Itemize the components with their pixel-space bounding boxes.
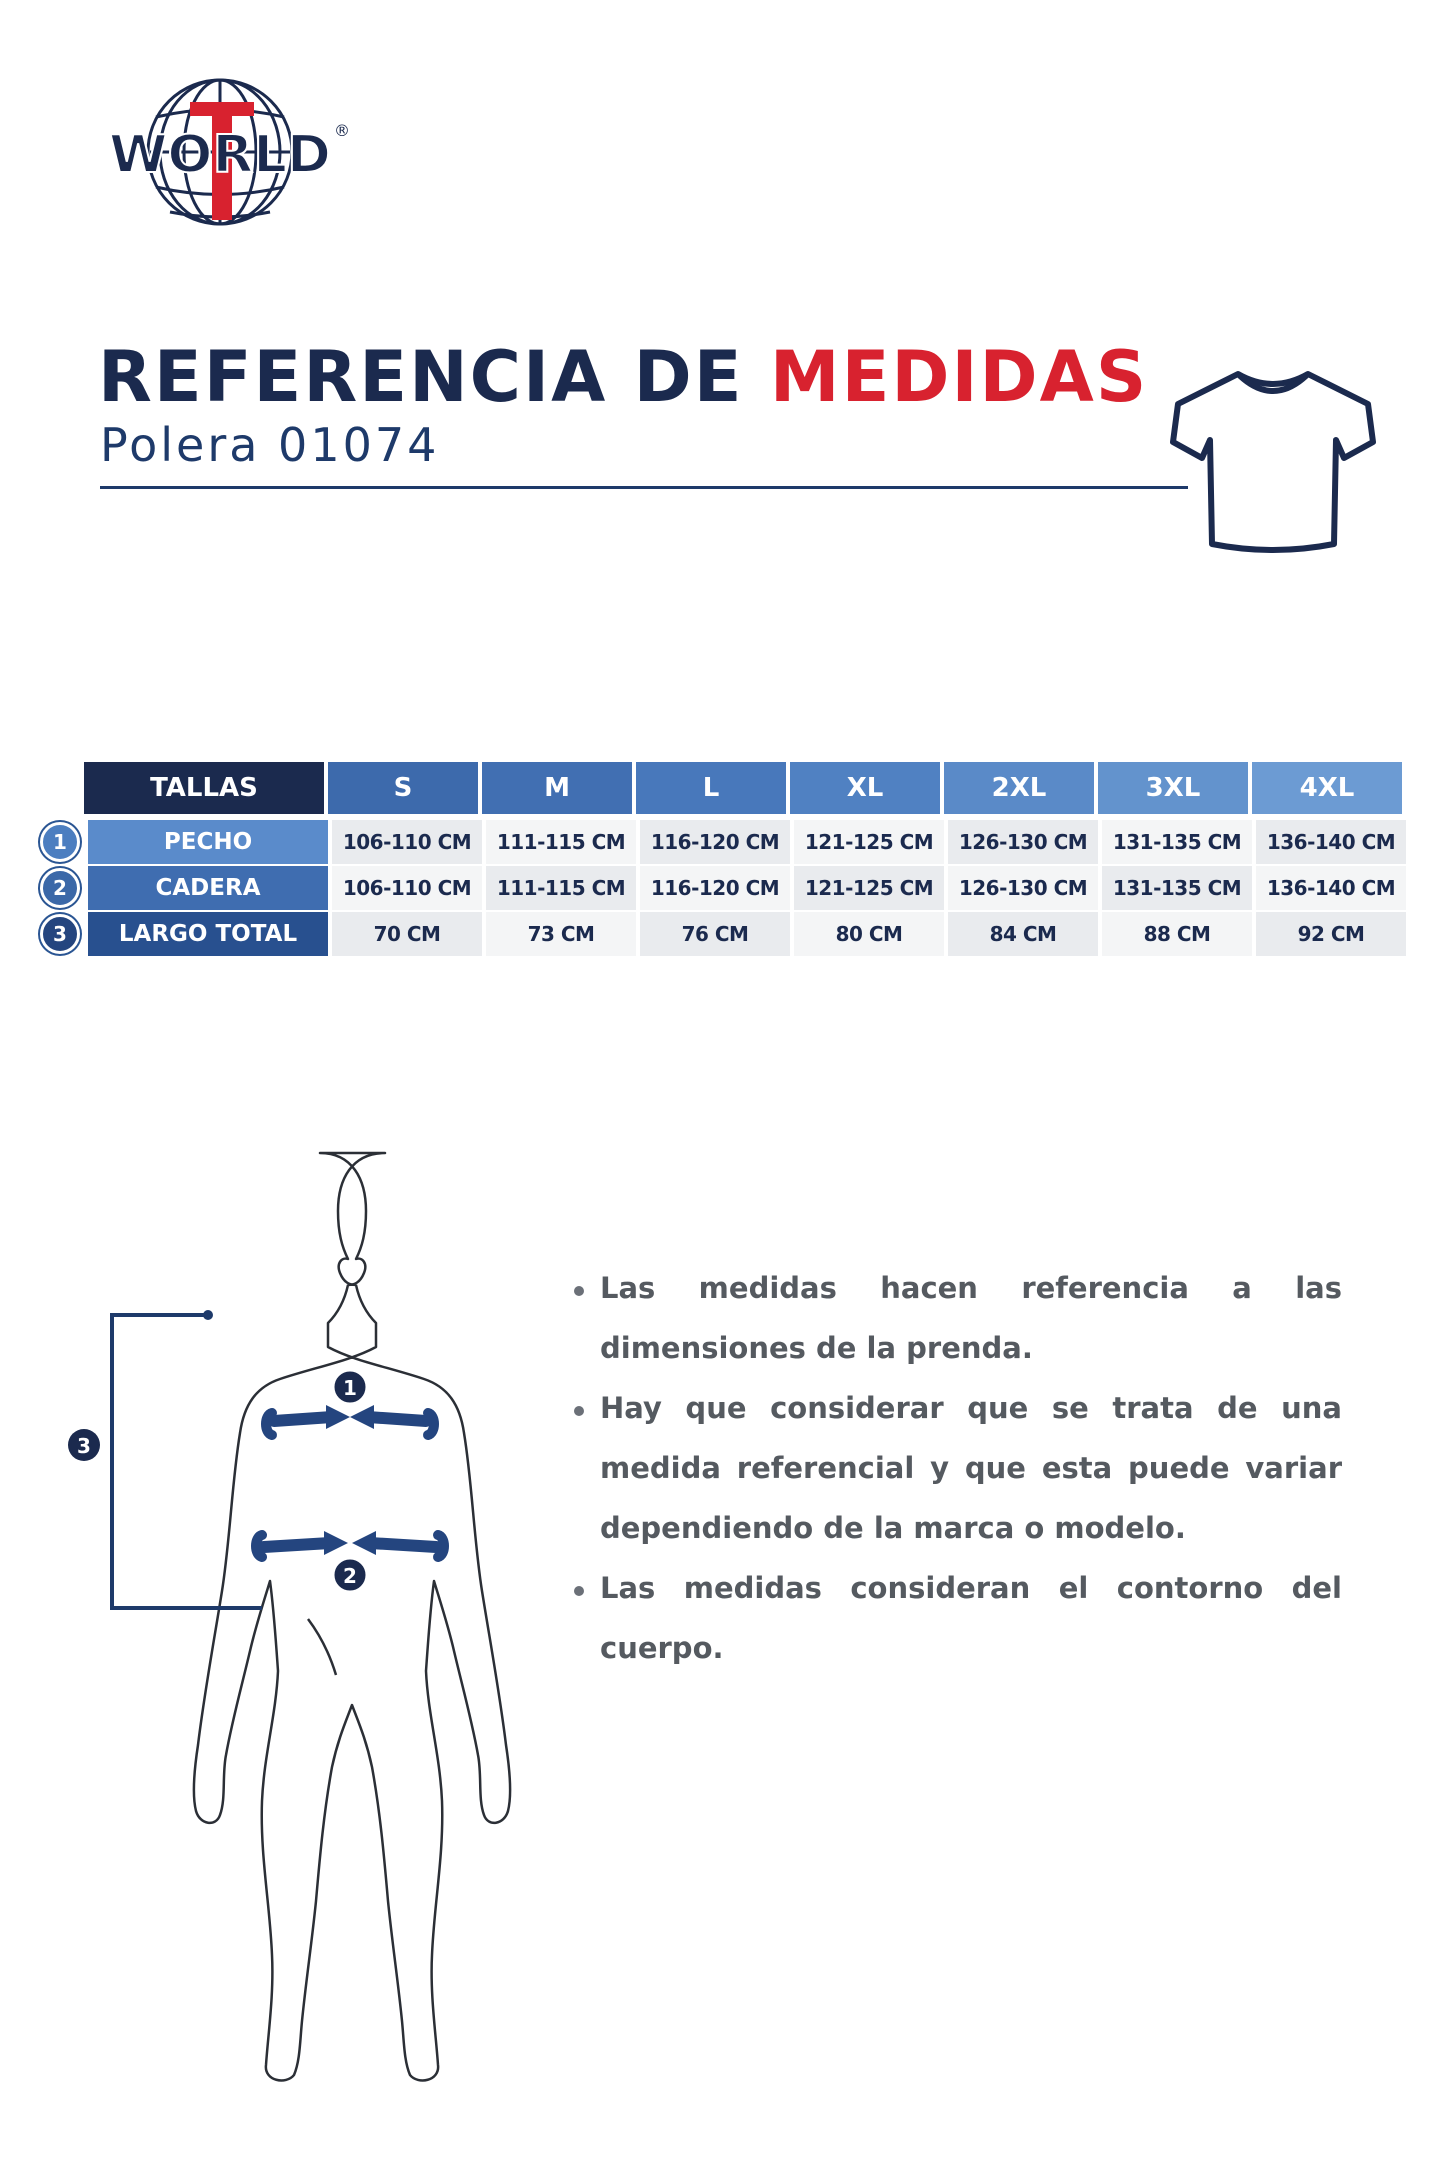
table-cell: 84 CM <box>948 912 1098 956</box>
table-cell: 136-140 CM <box>1256 866 1406 910</box>
table-cell: 111-115 CM <box>486 866 636 910</box>
table-cell: 73 CM <box>486 912 636 956</box>
marker-1-label: 1 <box>343 1376 357 1400</box>
table-row-pecho <box>40 820 1406 864</box>
table-cell: 136-140 CM <box>1256 820 1406 864</box>
body-measurement-diagram <box>50 1135 550 2110</box>
header-size-m: M <box>482 762 632 814</box>
human-silhouette-icon <box>194 1153 510 2080</box>
marker-3-label: 3 <box>77 1434 91 1458</box>
header-tallas: TALLAS <box>84 762 324 814</box>
row-label-pecho: PECHO <box>88 820 328 864</box>
header-size-xl: XL <box>790 762 940 814</box>
measurement-notes <box>572 1258 1342 1678</box>
table-cell: 76 CM <box>640 912 790 956</box>
row-number-badge: 2 <box>40 868 80 908</box>
header-size-2xl: 2XL <box>944 762 1094 814</box>
note-item: Las medidas hacen referencia a las dimensiones de la prenda. <box>572 1258 1342 1378</box>
note-item: Hay que considerar que se trata de una medida referencial y que esta puede variar dependiendo de la marca o modelo. <box>572 1378 1342 1558</box>
title-part-2: MEDIDAS <box>769 336 1149 418</box>
table-cell: 121-125 CM <box>794 866 944 910</box>
table-cell: 116-120 CM <box>640 820 790 864</box>
table-cell: 121-125 CM <box>794 820 944 864</box>
table-cell: 106-110 CM <box>332 866 482 910</box>
row-number-badge: 3 <box>40 914 80 954</box>
table-cell: 106-110 CM <box>332 820 482 864</box>
table-row-largo-total <box>40 912 1406 956</box>
table-cell: 126-130 CM <box>948 820 1098 864</box>
table-cell: 92 CM <box>1256 912 1406 956</box>
header-size-l: L <box>636 762 786 814</box>
row-number-badge: 1 <box>40 822 80 862</box>
table-cell: 131-135 CM <box>1102 866 1252 910</box>
registered-mark: ® <box>334 121 350 140</box>
header-size-4xl: 4XL <box>1252 762 1402 814</box>
table-row-cadera <box>40 866 1406 910</box>
table-cell: 131-135 CM <box>1102 820 1252 864</box>
marker-2-label: 2 <box>343 1564 357 1588</box>
tshirt-icon <box>1168 360 1378 560</box>
brand-logo <box>108 72 348 242</box>
size-table <box>40 762 1410 962</box>
table-cell: 116-120 CM <box>640 866 790 910</box>
table-cell: 126-130 CM <box>948 866 1098 910</box>
brand-name: WORLD <box>109 125 331 185</box>
header-size-3xl: 3XL <box>1098 762 1248 814</box>
header-size-s: S <box>328 762 478 814</box>
row-label-cadera: CADERA <box>88 866 328 910</box>
table-header-row <box>84 762 1402 814</box>
table-cell: 88 CM <box>1102 912 1252 956</box>
table-cell: 80 CM <box>794 912 944 956</box>
title-divider <box>100 486 1188 489</box>
product-subtitle: Polera 01074 <box>100 418 440 472</box>
page-title <box>98 336 1149 418</box>
table-cell: 111-115 CM <box>486 820 636 864</box>
note-item: Las medidas consideran el contorno del cuerpo. <box>572 1558 1342 1678</box>
row-label-largo-total: LARGO TOTAL <box>88 912 328 956</box>
table-cell: 70 CM <box>332 912 482 956</box>
title-part-1: REFERENCIA DE <box>98 336 744 418</box>
